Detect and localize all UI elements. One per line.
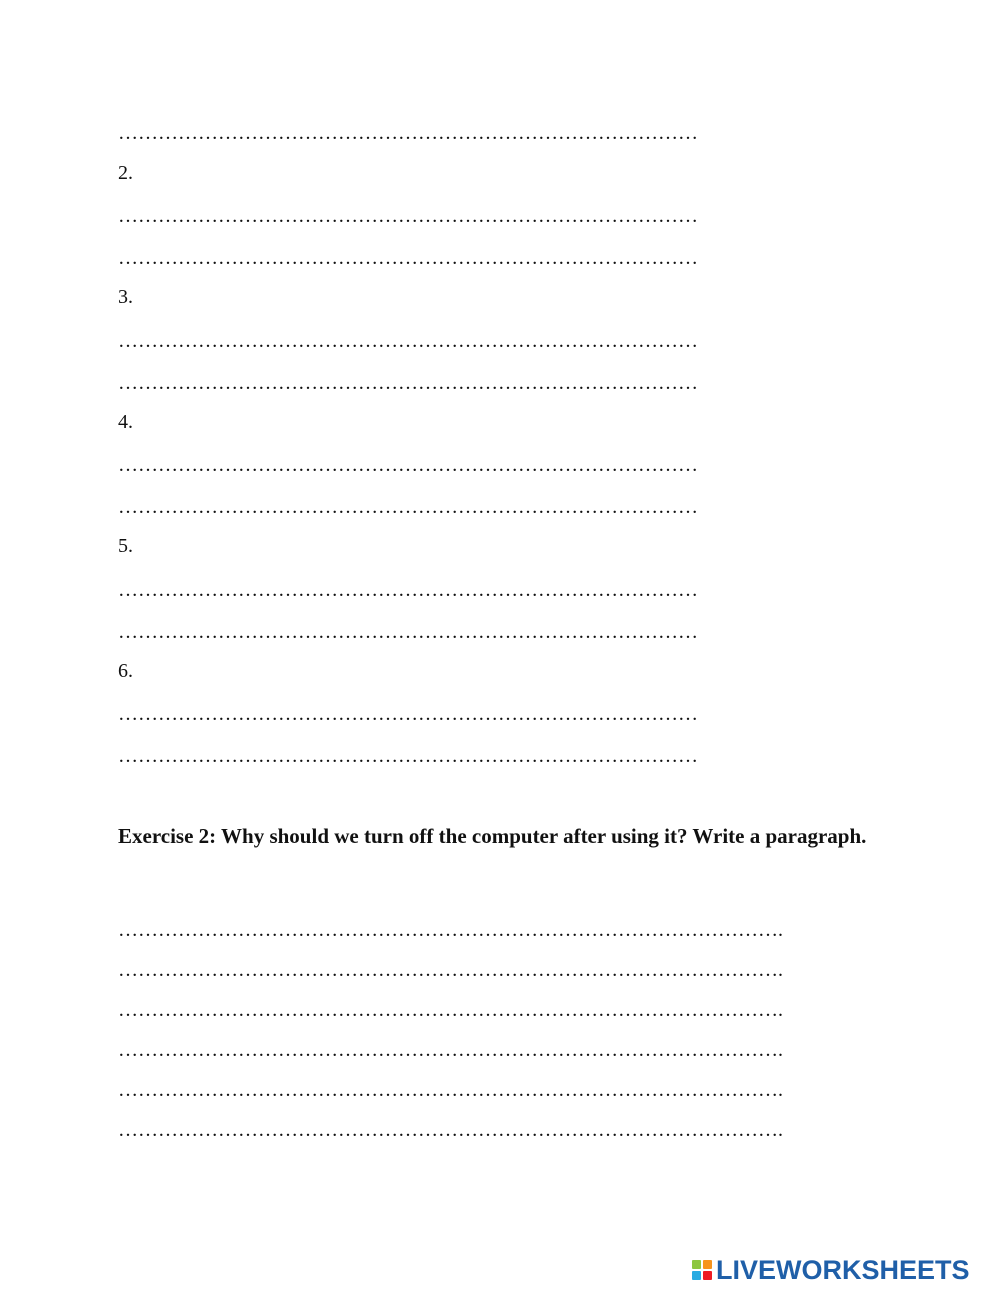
paragraph-line[interactable]: ……………………………………………………………………………………….	[118, 919, 783, 941]
paragraph-line[interactable]: ……………………………………………………………………………………….	[118, 1079, 783, 1101]
liveworksheets-logo	[692, 1255, 970, 1285]
item-number: 6.	[118, 660, 133, 682]
answer-line[interactable]: ……………………………………………………………………………	[118, 621, 698, 643]
answer-line[interactable]: ……………………………………………………………………………	[118, 205, 698, 227]
item-number: 3.	[118, 286, 133, 308]
item-number: 5.	[118, 535, 133, 557]
logo-text: LIVEWORKSHEETS	[716, 1254, 970, 1285]
paragraph-line[interactable]: ……………………………………………………………………………………….	[118, 999, 783, 1021]
paragraph-line[interactable]: ……………………………………………………………………………………….	[118, 1119, 783, 1141]
answer-line[interactable]: ……………………………………………………………………………	[118, 496, 698, 518]
answer-line[interactable]: ……………………………………………………………………………	[118, 745, 698, 767]
answer-line[interactable]: ……………………………………………………………………………	[118, 703, 698, 725]
logo-mark-icon	[692, 1260, 712, 1280]
paragraph-line[interactable]: ……………………………………………………………………………………….	[118, 1039, 783, 1061]
answer-line[interactable]: ……………………………………………………………………………	[118, 247, 698, 269]
paragraph-line[interactable]: ……………………………………………………………………………………….	[118, 959, 783, 981]
answer-line[interactable]: ……………………………………………………………………………	[118, 122, 698, 144]
answer-line[interactable]: ……………………………………………………………………………	[118, 372, 698, 394]
answer-line[interactable]: ……………………………………………………………………………	[118, 579, 698, 601]
item-number: 4.	[118, 411, 133, 433]
item-number: 2.	[118, 162, 133, 184]
exercise-2-heading: Exercise 2: Why should we turn off the computer after using it? Write a paragraph.	[118, 824, 867, 848]
answer-line[interactable]: ……………………………………………………………………………	[118, 330, 698, 352]
answer-line[interactable]: ……………………………………………………………………………	[118, 454, 698, 476]
